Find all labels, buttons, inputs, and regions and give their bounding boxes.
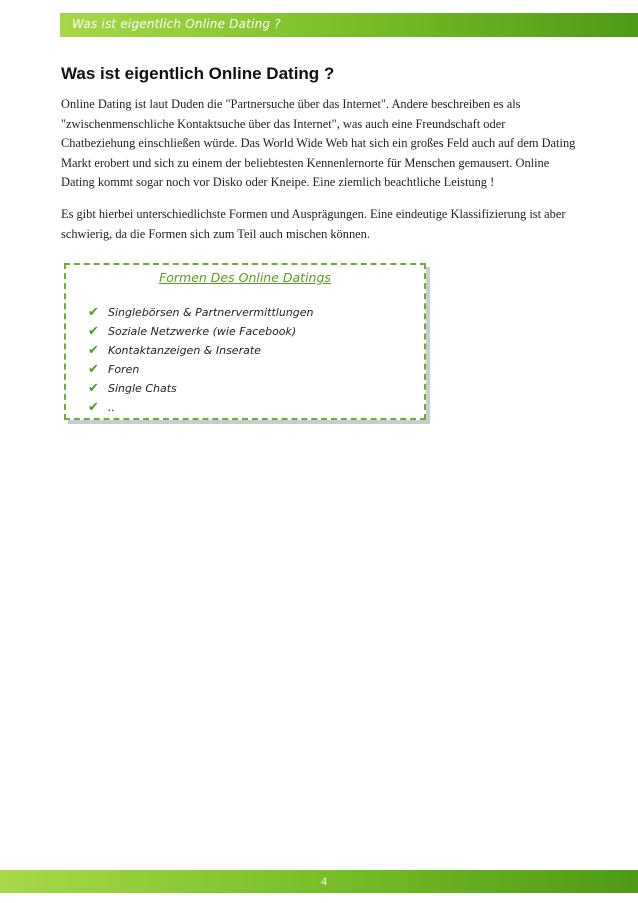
checkmark-icon: ✔ [88,343,99,358]
list-item: ✔ Soziale Netzwerke (wie Facebook) [88,324,297,339]
list-item: ✔ Singlebörsen & Partnervermittlungen [88,305,314,320]
checkmark-icon: ✔ [88,400,99,415]
list-item: ✔ Kontaktanzeigen & Inserate [88,343,261,358]
forms-box-title: Formen Des Online Datings [159,270,331,285]
paragraph-intro: Online Dating ist laut Duden die "Partnersuche über das Internet". Andere beschreiben es als "zwischenmenschliche Kontaktsuche über das Internet", was auch eine Freundschaft oder Chatbeziehung einschließen würde. Das World Wide Web hat sich ein großes Feld auch auf dem Dating Markt erobert und sich zu einem der beliebtesten Kennenlernorte für Menschen gemausert. Online Dating kommt sogar noch vor Disko oder Kneipe. Eine ziemlich beachtliche Leistung ! [61,97,576,189]
footer-bar [0,870,638,893]
list-item: ✔ Single Chats [88,381,177,396]
page-number: 4 [321,874,327,888]
checkmark-icon: ✔ [88,324,99,339]
paragraph-forms: Es gibt hierbei unterschiedlichste Formen und Ausprägungen. Eine eindeutige Klassifizierung ist aber schwierig, da die Formen sich zum Teil auch mischen können. [61,207,566,241]
list-item: ✔ Foren [88,362,140,377]
checkmark-icon: ✔ [88,381,99,396]
list-item: ✔ .. [88,400,115,415]
forms-box [64,263,426,420]
page-title: Was ist eigentlich Online Dating ? [61,64,335,83]
checkmark-icon: ✔ [88,305,99,320]
checkmark-icon: ✔ [88,362,99,377]
header-bar [60,13,638,37]
header-title: Was ist eigentlich Online Dating ? [72,17,281,31]
forms-list [88,303,313,417]
